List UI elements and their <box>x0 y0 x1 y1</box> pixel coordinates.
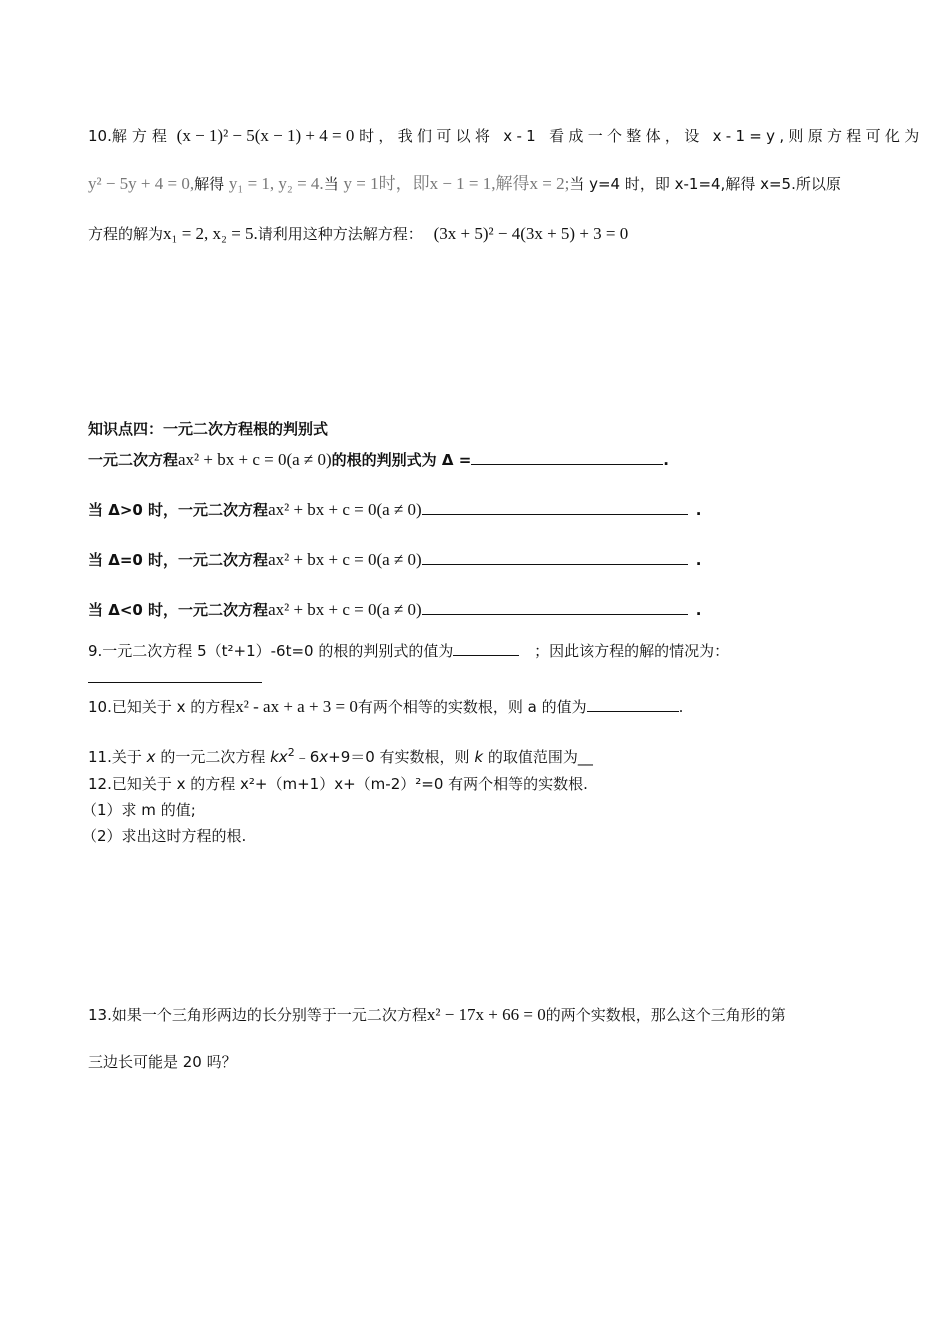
answer-blank[interactable] <box>471 450 663 465</box>
answer-blank[interactable] <box>422 600 688 615</box>
q9-text: 9.一元二次方程 5（t²+1）-6t=0 的根的判别式的值为 <box>88 642 454 660</box>
answer-blank[interactable] <box>587 697 679 712</box>
q10a-eq4: y = 1时，即x − 1 = 1,解得x = 2; <box>343 174 570 193</box>
definition-period: . <box>663 451 669 469</box>
q10a-lead: 解方程 <box>111 127 172 145</box>
q10a-eq2: y² − 5y + 4 = 0, <box>88 174 195 193</box>
q11-text-d: +9＝0 有实数根，则 <box>328 748 470 766</box>
q11-var-x2: x <box>319 748 329 766</box>
discriminant-definition <box>88 450 669 470</box>
q11-text-e: 的取值范围为__ <box>487 748 593 766</box>
case-zero-label: 当 Δ=0 时，一元二次方程 <box>88 551 269 569</box>
q11-var-x: x <box>146 748 156 766</box>
q11-text-b: 的一元二次方程 <box>160 748 266 766</box>
case-negative-label: 当 Δ<0 时，一元二次方程 <box>88 601 269 619</box>
q12-stem: 12.已知关于 x 的方程 x²+（m+1）x+（m-2）²=0 有两个相等的实数根. <box>88 775 588 793</box>
q13-equation: x² − 17x + 66 = 0 <box>426 1005 546 1024</box>
definition-tail: 的根的判别式为 Δ = <box>331 451 472 469</box>
q10a-text6: 请利用这种方法解方程： <box>257 225 423 243</box>
q11-exponent: 2 <box>287 746 295 759</box>
answer-blank[interactable] <box>422 550 688 565</box>
q10a-eq5: x₁ = 2, x₂ = 5. <box>163 224 258 243</box>
q10a-text3: 当 <box>323 175 339 193</box>
q10a-text5: 方程的解为 <box>88 225 164 243</box>
section-heading: 知识点四：一元二次方程根的判别式 <box>88 420 329 438</box>
q12-part1: （1）求 m 的值; <box>82 801 196 819</box>
case-zero-equation: ax² + bx + c = 0(a ≠ 0) <box>268 550 422 569</box>
case-negative-period: . <box>695 601 702 619</box>
case-zero <box>88 550 701 570</box>
q11-text-a: 11.关于 <box>88 748 142 766</box>
q10a-line1 <box>88 126 924 146</box>
definition-equation: ax² + bx + c = 0(a ≠ 0) <box>178 450 332 469</box>
q13-text-b: 的两个实数根，那么这个三角形的第 <box>545 1006 786 1024</box>
q9-text2: ；因此该方程的解的情况为： <box>534 642 730 660</box>
q13-line1 <box>88 1005 786 1025</box>
q10b-period: . <box>678 698 684 716</box>
q13-text-a: 13.如果一个三角形两边的长分别等于一元二次方程 <box>88 1006 427 1024</box>
case-positive-period: . <box>695 501 702 519</box>
q10a-text1: 时，我们可以将 x-1 看成一个整体，设 x-1=y,则原方程可化为 <box>359 127 924 145</box>
q10a-number: 10. <box>88 127 112 145</box>
case-positive-label: 当 Δ>0 时，一元二次方程 <box>88 501 269 519</box>
q11-term-kx: kx <box>270 748 288 766</box>
q9-line <box>88 641 729 661</box>
case-positive-equation: ax² + bx + c = 0(a ≠ 0) <box>268 500 422 519</box>
q10a-line3 <box>88 224 628 244</box>
case-negative-equation: ax² + bx + c = 0(a ≠ 0) <box>268 600 422 619</box>
q10a-text4: 当 y=4 时，即 x-1=4,解得 x=5.所以原 <box>569 175 841 193</box>
q11-line <box>88 747 593 767</box>
q13-line2: 三边长可能是 20 吗？ <box>88 1053 237 1071</box>
definition-lead: 一元二次方程 <box>88 451 179 469</box>
q10b-text-a: 10.已知关于 x 的方程 <box>88 698 236 716</box>
q11-var-k: k <box>474 748 484 766</box>
answer-blank[interactable] <box>422 500 688 515</box>
q11-text-c: ﹣6 <box>294 748 320 766</box>
case-positive <box>88 500 701 520</box>
answer-blank[interactable] <box>453 641 519 656</box>
q10a-line2 <box>88 174 841 194</box>
answer-line[interactable] <box>88 682 262 683</box>
case-negative <box>88 600 701 620</box>
q10b-line <box>88 697 683 717</box>
q12-part2: （2）求出这时方程的根. <box>82 827 247 845</box>
q10a-text2: 解得 <box>194 175 225 193</box>
q10a-eq3: y₁ = 1, y₂ = 4. <box>228 174 324 193</box>
q10b-text-b: 有两个相等的实数根，则 a 的值为 <box>357 698 587 716</box>
q10b-equation: x² - ax + a + 3 = 0 <box>235 697 358 716</box>
q10a-equation: (x − 1)² − 5(x − 1) + 4 = 0 <box>176 126 355 145</box>
case-zero-period: . <box>695 551 702 569</box>
q10a-eq6: (3x + 5)² − 4(3x + 5) + 3 = 0 <box>433 224 629 243</box>
